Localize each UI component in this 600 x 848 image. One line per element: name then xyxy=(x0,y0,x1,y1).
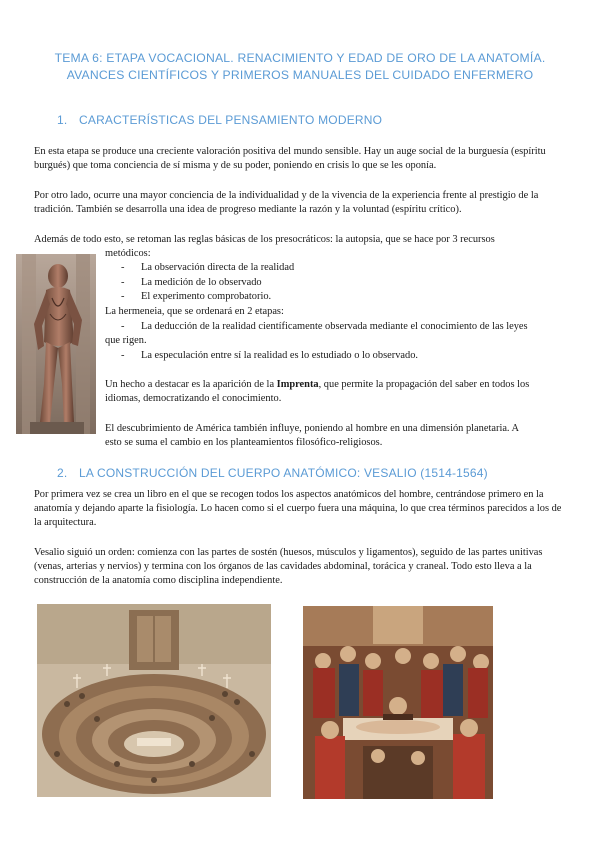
page-title: TEMA 6: ETAPA VOCACIONAL. RENACIMIENTO Y EDAD DE ORO DE LA ANATOMÍA. AVANCES CIENTÍFICOS Y PRIMEROS MANUALES DEL CUIDADO ENFERMERO xyxy=(54,51,546,82)
list-dash: - xyxy=(121,350,125,361)
section-1-title: CARACTERÍSTICAS DEL PENSAMIENTO MODERNO xyxy=(79,113,383,127)
section-1-paragraph-3: Además de todo esto, se retoman las reglas básicas de los presocráticos: la autopsia, que se hace por 3 recursos xyxy=(34,234,495,245)
list-dash: - xyxy=(121,262,125,273)
section-2-heading xyxy=(57,466,488,480)
imprenta-after: , que permite la propagación del saber en todos los xyxy=(318,379,530,390)
ecorche-statue-illustration xyxy=(16,254,96,434)
autopsia-item-text: La medición de lo observado xyxy=(141,277,262,288)
autopsia-item-text: El experimento comprobatorio. xyxy=(141,291,272,302)
hermeneia-item-text: La deducción de la realidad científicamente observada mediante el conocimiento de las leyes xyxy=(141,321,528,332)
anatomical-theatre-illustration xyxy=(37,604,271,797)
section-2-paragraph-1: Por primera vez se crea un libro en el que se recogen todos los aspectos anatómicos del hombre, centrándose primero en la anatomía y dejando aparte la fisiología. Lo hacen como si el cuerpo fuera una máquina, lo que crea términos parecidos a los de la arquitectura. xyxy=(34,489,562,528)
section-2-title: LA CONSTRUCCIÓN DEL CUERPO ANATÓMICO: VESALIO (1514-1564) xyxy=(79,466,488,480)
hermeneia-item xyxy=(121,349,418,363)
hermeneia-item-cont: que rigen. xyxy=(105,335,147,346)
anatomical-theatre-image xyxy=(37,604,271,797)
section-1-paragraph-3-cont: metódicos: xyxy=(105,248,151,259)
imprenta-bold: Imprenta xyxy=(276,379,319,390)
hermeneia-item-text: La especulación entre sí la realidad es lo estudiado o lo observado. xyxy=(141,350,418,361)
imprenta-line-2: idiomas, democratizando el conocimiento. xyxy=(105,393,282,404)
autopsia-item xyxy=(121,276,262,290)
america-line-2: esto se suma el cambio en los planteamientos filosófico-religiosos. xyxy=(105,437,383,448)
list-dash: - xyxy=(121,277,125,288)
hermeneia-item xyxy=(121,320,528,334)
autopsia-item xyxy=(121,290,271,304)
autopsia-item-text: La observación directa de la realidad xyxy=(141,262,295,273)
america-line-1: El descubrimiento de América también influye, poniendo al hombre en una dimensión planetaria. A xyxy=(105,423,520,434)
section-1-paragraph-2: Por otro lado, ocurre una mayor conciencia de la individualidad y de la vivencia de la experiencia frente al prestigio de la tradición. También se desarrolla una idea de progreso mediante la razón y la voluntad (espíritu crítico). xyxy=(34,190,539,215)
list-dash: - xyxy=(121,291,125,302)
autopsia-item xyxy=(121,261,294,275)
dissection-scene-illustration xyxy=(303,606,493,799)
section-2-number: 2. xyxy=(57,466,68,480)
list-dash: - xyxy=(121,321,125,332)
hermeneia-intro: La hermeneia, que se ordenará en 2 etapas: xyxy=(105,306,284,317)
ecorche-statue-image xyxy=(16,254,96,434)
section-1-number: 1. xyxy=(57,113,68,127)
section-2-paragraph-2: Vesalio siguió un orden: comienza con las partes de sostén (huesos, músculos y ligamentos), seguido de las partes unitivas (venas, arterias y nervios) y termina con los órganos de las cavidades abdominal, torácica y craneal. Todo esto lleva a la construcción de la anatomía como disciplina independiente. xyxy=(34,547,543,586)
section-1-paragraph-1: En esta etapa se produce una creciente valoración positiva del mundo sensible. Hay un auge social de la burguesía (espíritu burgués) que toma conciencia de sí misma y de su poder, poniendo en crisis lo que se les oponía. xyxy=(34,146,546,171)
section-1-heading xyxy=(57,113,382,127)
imprenta-line-1 xyxy=(105,378,529,392)
imprenta-before: Un hecho a destacar es la aparición de la xyxy=(105,379,277,390)
dissection-scene-image xyxy=(303,606,493,799)
